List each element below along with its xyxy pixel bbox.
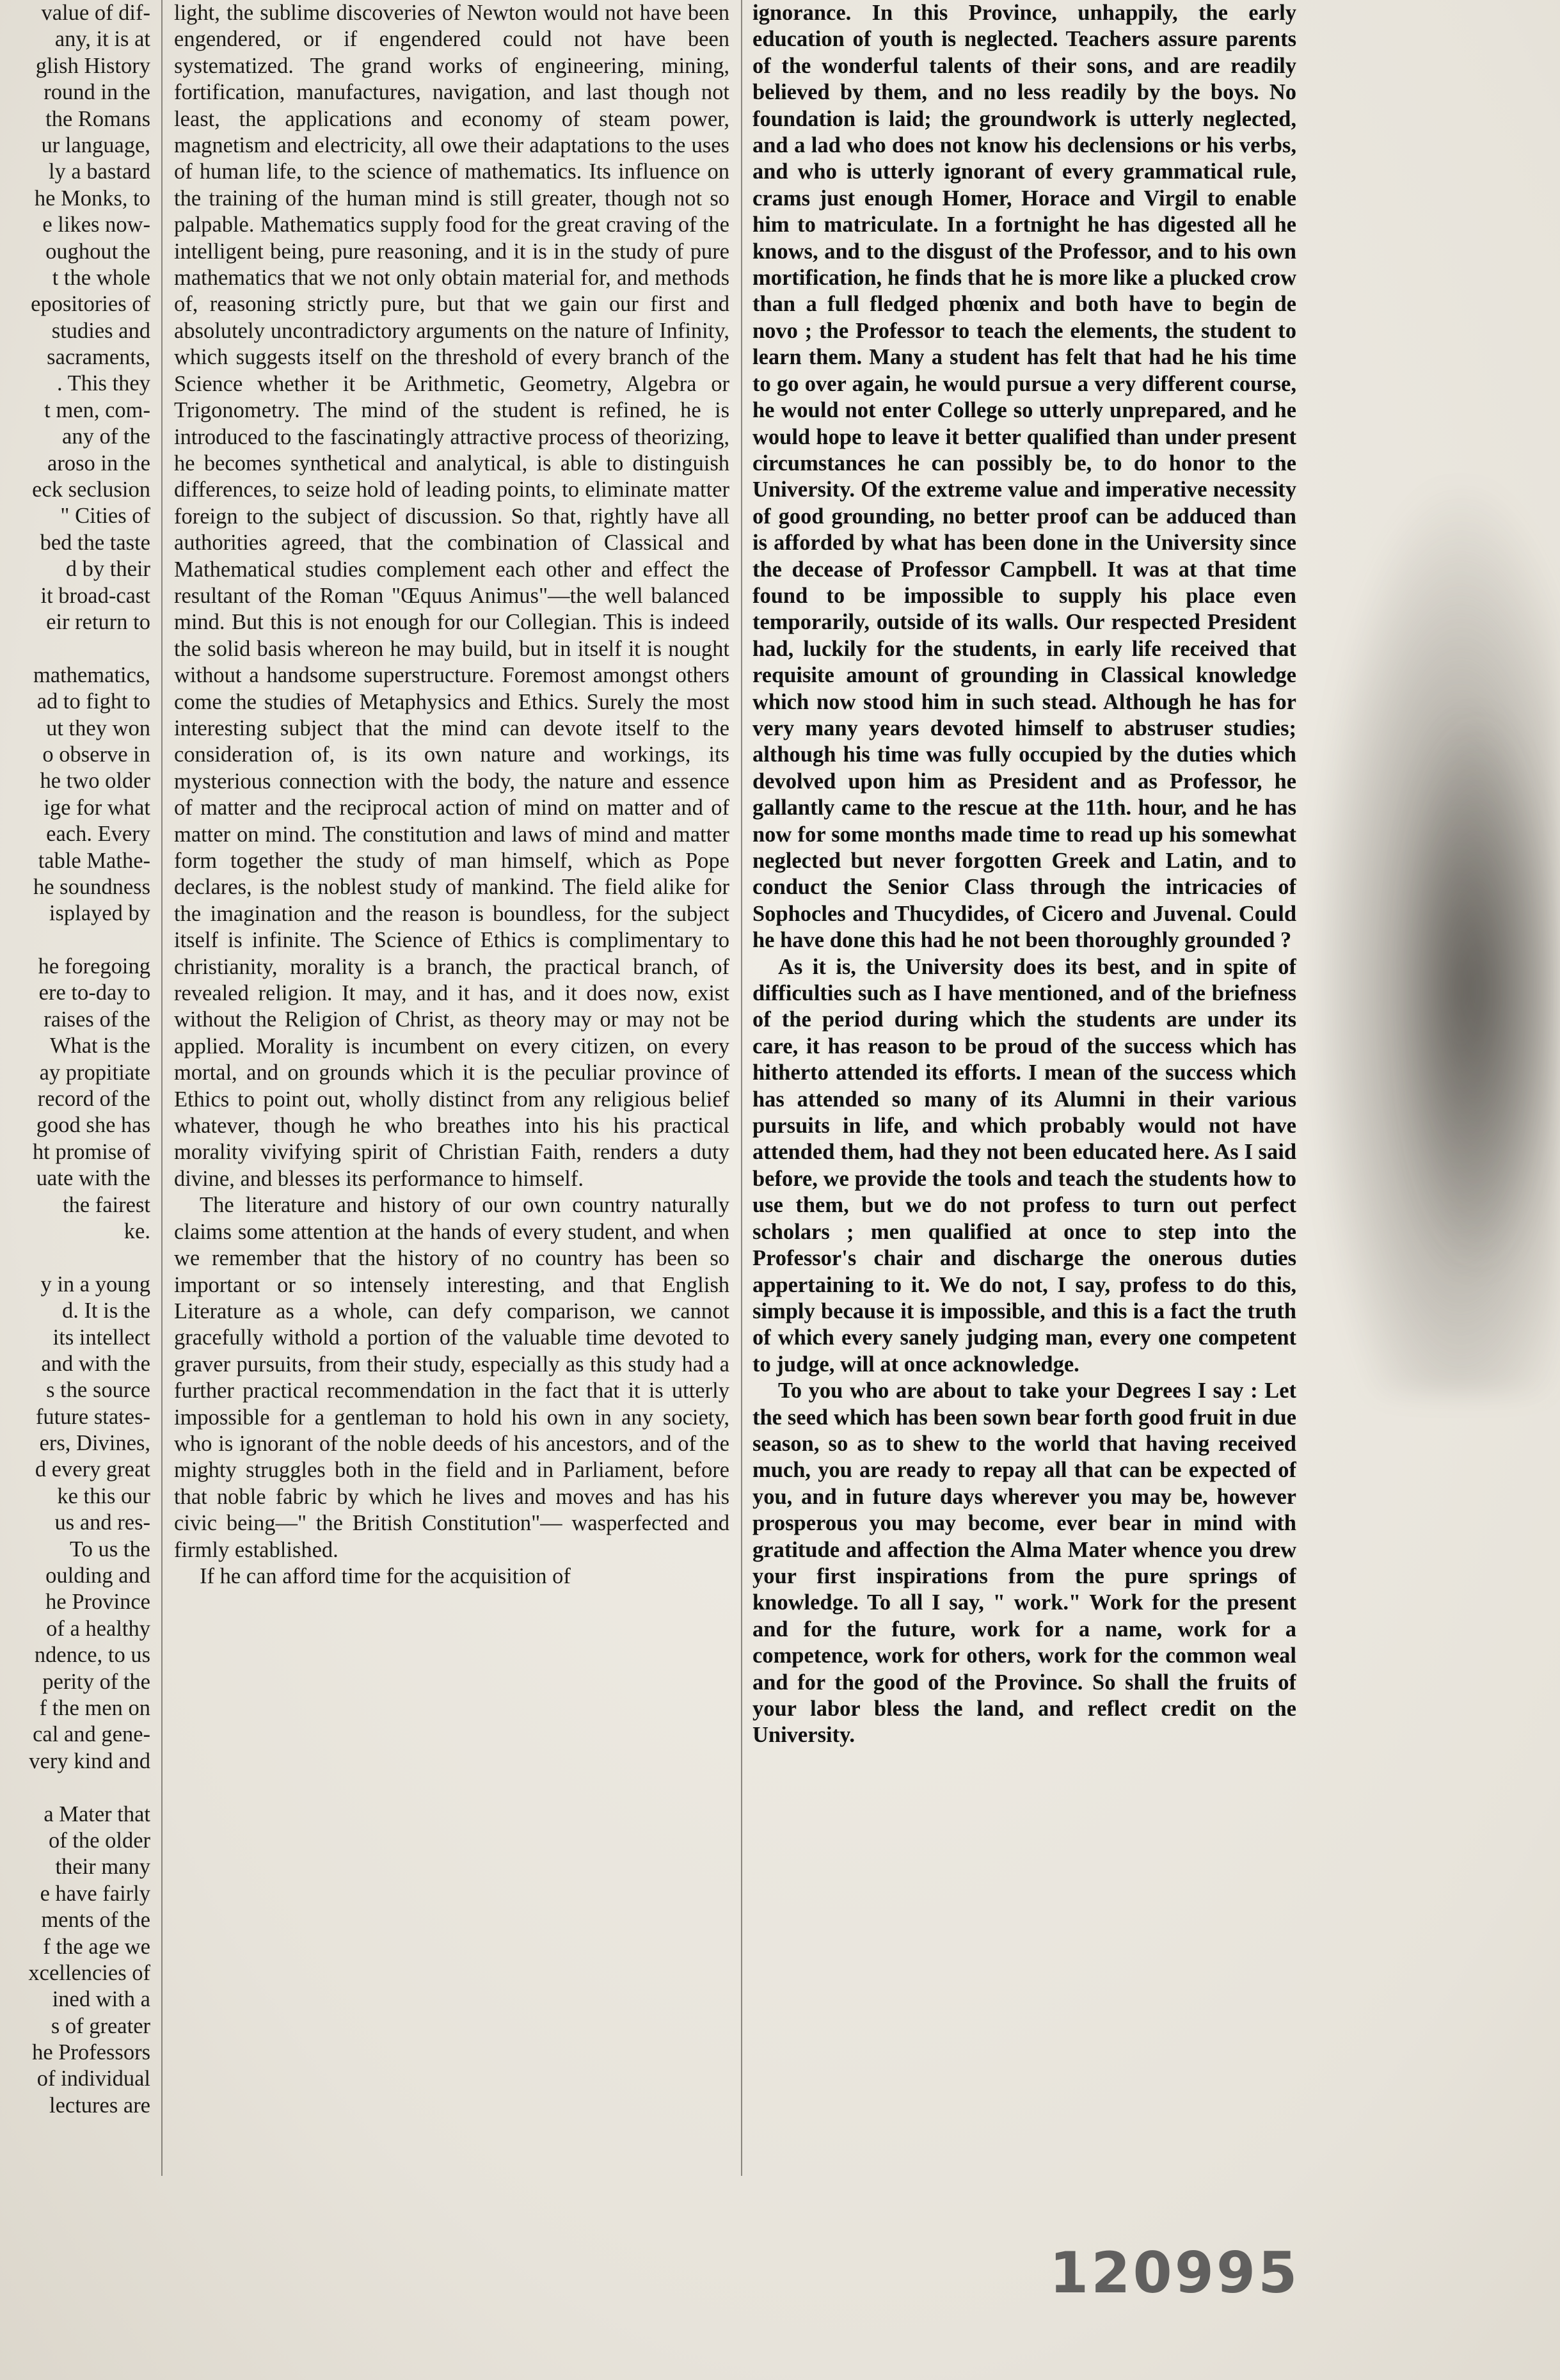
left-column-line: ad to fight to [36,689,150,714]
left-column-line: ht promise of [33,1139,150,1164]
left-column-line: s of greater [51,2013,150,2038]
left-column-line: he two older [40,769,150,794]
left-column-line [0,927,150,954]
left-column-line [0,1775,150,1801]
left-column-line: o observe in [42,742,150,767]
left-column [0,0,150,2201]
left-column-line: bed the taste [40,530,150,555]
left-column-line: oulding and [45,1563,150,1588]
left-column-line: table Mathe- [38,848,150,873]
left-column-line: ige for what [44,795,150,820]
left-column-line: aroso in the [47,451,150,475]
left-column-line: glish History [35,53,150,78]
left-column-line: he foregoing [38,954,150,979]
left-column-line: he Province [45,1590,150,1615]
left-column-line: t the whole [52,265,150,290]
left-column-line: each. Every [46,822,150,847]
right-paragraph-1: ignorance. In this Province, unhappily, the early education of youth is neglected. Teachers assure parents of the wonderful talents of their sons, and are readily believed by them, and no less readily by the boys. No foundation is laid; the groundwork is utterly neglected, and a lad who does not know his declensions or his verbs, and who is utterly ignorant of every grammatical rule, crams just enough Homer, Horace and Virgil to enable him to matriculate. In a fortnight he has digested all he knows, and to the disgust of the Professor, and to his own mortification, he finds that he is more like a plucked crow than a full fledged phœnix and both have to begin de novo ; the Professor to teach the elements, the student to learn them. Many a student has felt that had he his time to go over again, he would pursue a very different course, he would not enter College so utterly unprepared, and he would hope to leave it better qualified than under present circumstances he can possibly be, to do honor to the University. Of the extreme value and imperative necessity of good grounding, no better proof can be adduced than is afforded by what has been done in the University since the decease of Professor Campbell. It was at that time found to be impossible to supply his place even temporarily, outside of its walls. Our respected President had, luckily for the students, in early life received that requisite amount of grounding in Classical knowledge which now stood him in such stead. Although he has for very many years devoted himself to abstruser studies; although his time was fully occupied by the duties which devolved upon him as President and as Professor, he gallantly came to the rescue at the 11th. hour, and he has now for some months made time to read up his somewhat neglected but never forgotten Greek and Latin, and to conduct the Senior Class through the intricacies of Sophocles and Thucydides, of Cicero and Juvenal. Could he have done this had he not been thoroughly grounded ? [752,1,1296,953]
left-column-line: record of the [37,1087,150,1112]
ink-smudge-core [1395,704,1560,1280]
left-column-line: e likes now- [42,212,150,237]
left-column-line: d every great [35,1457,150,1482]
left-column-line: any, it is at [54,27,150,52]
left-column-line: us and res- [54,1510,150,1535]
left-column-line: ke this our [57,1483,150,1508]
left-column-line: uate with the [36,1166,150,1191]
left-column-line [0,1245,150,1271]
left-column-line: cal and gene- [33,1722,150,1747]
right-paragraph-2: As it is, the University does its best, and in spite of difficulties such as I have mentioned, and of the briefness of the period during which the students are under its care, it has reason to be proud of the success which has hitherto attended its efforts. I mean of the success which has attended so many of its Alumni in their various pursuits in life, and which probably would not have attended them, had they not been educated here. As I said before, we provide the tools and teach the students how to use them, but we do not profess to turn out perfect scholars ; men qualified at once to step into the Professor's chair and discharge the onerous duties appertaining to it. We do not, I say, profess to do this, simply because it is impossible, and this is a fact the truth of which every sanely judging man, every one competent to judge, will at once acknowledge. [752,954,1296,1377]
left-column-line: ments of the [41,1908,150,1933]
left-column-line: ers, Divines, [39,1431,150,1456]
left-column-line: ined with a [52,1987,150,2012]
left-column-line: f the age we [43,1934,150,1959]
left-column-line: xcellencies of [28,1960,150,1985]
left-column-line: of the older [48,1828,150,1853]
column-rule-right [741,0,742,2176]
right-paragraph-3: To you who are about to take your Degrees I say : Let the seed which has been sown bear forth good fruit in due season, so as to shew to the world that having received much, you are ready to repay all that can be expected of you, and in future days wherever you may be, however prosperous you may become, ever bear in mind with gratitude and affection the Alma Mater whence you drew your first inspirations from the pure springs of knowledge. To all I say, " work." Work for the present and for the future, work for a name, work for a competence, work for others, work for the common weal and for the good of the Province. So shall the fruits of your labor bless the land, and reflect credit on the University. [752,1378,1296,1748]
left-column-line: isplayed by [49,901,150,926]
left-column-line: ke. [123,1218,150,1243]
left-column-line: of a healthy [46,1616,150,1641]
left-column-line: raises of the [44,1007,150,1032]
left-column-line: good she has [36,1113,150,1138]
left-column-line: mathematics, [33,662,150,687]
left-column-line: f the men on [39,1696,150,1720]
left-column-line: eck seclusion [32,477,150,502]
middle-column [174,0,729,2201]
left-column-line: . This they [57,371,150,396]
left-column-line: ly a bastard [48,159,150,184]
left-column-line: perity of the [42,1669,150,1694]
left-column-line: ere to-day to [38,980,150,1005]
left-column-line: ur language, [41,132,150,157]
left-column-line: studies and [51,318,150,343]
middle-paragraph-3: If he can afford time for the acquisition of [200,1563,571,1588]
archive-stamp-number: 120995 [1049,2240,1300,2306]
left-column-line: What is the [49,1034,150,1058]
middle-paragraph-2: The literature and history of our own country naturally claims some attention at the hands of every student, and when we remember that the history of no country has been so important or so intensely interesting, and that English Literature as a whole, can defy comparison, we cannot gracefully withold a portion of the valuable time devoted to graver pursuits, from their study, especially as this study had a further practical recommendation in the fact that it is utterly impossible for a gentleman to hold his own in any society, who is ignorant of the noble deeds of his ancestors, and of the mighty struggles both in the field and in Parliament, before that noble fabric by which he lives and moves and has his civic being—" the British Constitution"— wasperfected and firmly established. [174,1193,729,1562]
left-column-line: lectures are [49,2093,150,2118]
left-column-line: " Cities of [60,504,150,529]
left-column-line: d. It is the [62,1298,150,1323]
middle-paragraph-1: light, the sublime discoveries of Newton would not have been engendered, or if engendered could not have been systematized. The grand works of engineering, mining, fortification, manufactures, navigation, and last though not least, the applications and economy of steam power, magnetism and electricity, all owe their adaptations to the uses of human life, to the science of mathematics. Its influence on the training of the human mind is still greater, though not so palpable. Mathematics supply food for the great craving of the intelligent being, pure reasoning, and it is in the study of pure mathematics that we not only obtain material for, and methods of, reasoning strictly pure, but that we gain our first and absolutely uncontradictory arguments on the nature of Infinity, which suggests itself on the threshold of every branch of the Science whether it be Arithmetic, Geometry, Algebra or Trigonometry. The mind of the student is refined, he is introduced to the fascinatingly attractive process of theorizing, he becomes synthetical and analytical, is able to distinguish differences, to seize hold of leading points, to eliminate matter foreign to the subject of discussion. So that, rightly have all authorities agreed, that the combination of Classical and Mathematical studies complement each other and effect the resultant of the Roman "Œquus Animus"—the well balanced mind. But this is not enough for our Collegian. This is indeed the solid basis whereon he may build, but in itself it is nought without a handsome superstructure. Foremost amongst others come the studies of Metaphysics and Ethics. Surely the most interesting subject that the mind can devote itself to the consideration of, is its own nature and workings, its mysterious connection with the body, the nature and essence of matter and the reciprocal action of mind on matter and of matter on mind. The constitution and laws of mind and matter form together the study of man himself, which as Pope declares, is the noblest study of mankind. The field alike for the imagination and the reason is boundless, for the subject itself is infinite. The Science of Ethics is complimentary to christianity, morality is a branch, the practical branch, of revealed religion. It may, and it has, and it does now, exist without the Religion of Christ, as theory may or may not be applied. Morality is incumbent on every citizen, on every mortal, and on grounds which it is the peculiar province of Ethics to point out, wholly distinct from any religious belief whatever, though he who breathes into his his practical morality vivifying spirit of Christian Faith, renders a duty divine, and blesses its performance to himself. [174,1,729,1191]
left-column-line: round in the [44,80,150,105]
left-column-line: s the source [46,1378,150,1403]
left-column-line: the fairest [63,1192,150,1217]
left-column-line: eir return to [46,609,150,634]
left-column-line: its intellect [52,1325,150,1350]
left-column-line: a Mater that [44,1801,150,1826]
left-column-line: y in a young [40,1272,150,1297]
left-column-line: any of the [62,424,150,449]
left-column-line: it broad-cast [40,583,150,608]
right-column [752,0,1296,2201]
left-column-line: of individual [36,2066,150,2091]
left-column-line: value of dif- [41,1,150,25]
left-column-line: he Professors [32,2040,150,2065]
left-column-line: their many [55,1855,150,1880]
left-column-line: and with the [41,1351,150,1376]
left-column-line: ut they won [46,715,150,740]
left-column-line: he Monks, to [34,186,150,211]
left-column-line: very kind and [29,1748,150,1773]
left-column-line: t men, com- [44,397,150,422]
left-column-line: future states- [35,1404,150,1429]
left-column-line: To us the [70,1537,150,1561]
left-column-line [0,635,150,662]
left-column-line: oughout the [45,239,150,264]
column-rule-left [161,0,163,2176]
left-column-line: the Romans [45,106,150,131]
left-column-line: sacraments, [47,345,150,370]
left-column-line: e have fairly [40,1881,150,1906]
left-column-line: ay propitiate [39,1060,150,1085]
left-column-line: ndence, to us [34,1643,150,1668]
left-column-line: epositories of [31,292,150,317]
left-column-line: he soundness [33,874,150,899]
left-column-line: d by their [65,557,150,582]
